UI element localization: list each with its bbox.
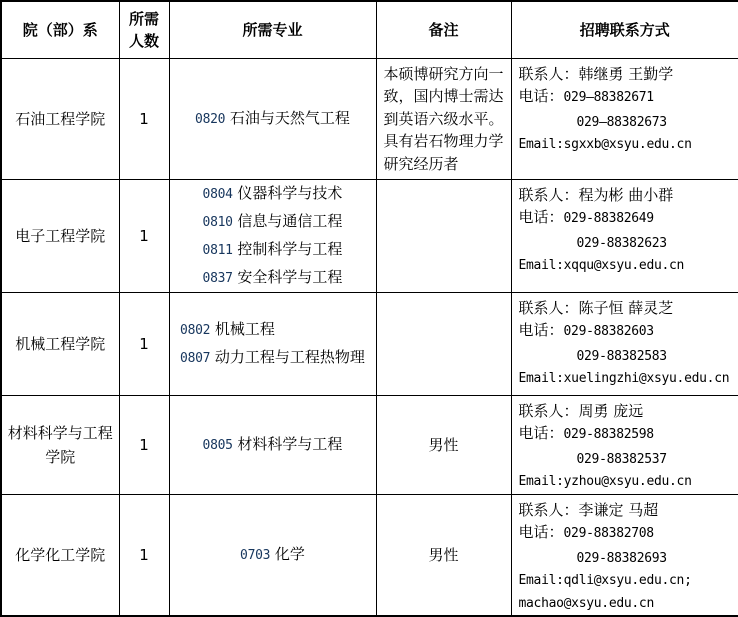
major-line [195,105,350,133]
majors-cell [169,494,376,616]
table-body [1,58,738,616]
remark-cell: 男性 [376,494,511,616]
majors-list [195,105,350,133]
contact-email: Email:qdli@xsyu.edu.cn; [518,573,692,588]
table-header [1,1,738,58]
major-name: 机械工程 [210,319,275,338]
major-line [180,316,365,344]
column-header-department: 院（部）系 [1,1,119,58]
contact-person: 联系人：周勇 庞远 [518,401,644,420]
department-cell: 石油工程学院 [1,58,119,179]
table-row [1,494,738,616]
headcount-cell: 1 [119,292,169,395]
table-row [1,58,738,179]
majors-cell [169,58,376,179]
contact-phone [519,110,736,135]
contact-phone [519,319,736,344]
column-header-remark: 备注 [376,1,511,58]
major-code: 0807 [180,350,211,366]
phone-number: 029—88382671 [563,90,654,105]
major-line [180,344,365,372]
table-row [1,395,738,494]
phone-number: 029-88382623 [576,235,667,251]
contact-email: Email:sgxxb@xsyu.edu.cn [518,137,692,152]
department-cell: 机械工程学院 [1,292,119,395]
major-line [240,541,305,569]
contact-cell [511,58,738,179]
phone-number: 029-88382603 [563,324,654,339]
major-code: 0810 [202,214,233,230]
phone-number: 029-88382583 [576,348,667,364]
contact-cell [511,292,738,395]
major-code: 0804 [202,186,233,202]
major-line [203,208,343,236]
phone-label: 电话： [518,87,564,105]
remark-cell [376,179,511,292]
contact-person: 联系人：李谦定 马超 [518,500,659,519]
majors-list [203,431,343,459]
contact-email: machao@xsyu.edu.cn [518,595,654,611]
headcount-cell: 1 [119,179,169,292]
major-code: 0703 [240,547,271,563]
phone-label: 电话： [518,208,564,226]
remark-cell [376,292,511,395]
phone-number: 029-88382693 [576,550,667,566]
column-header-majors: 所需专业 [169,1,376,58]
contact-phone [519,422,736,447]
table-row [1,292,738,395]
contact-phone [519,521,736,546]
header-row [1,1,738,58]
department-cell: 电子工程学院 [1,179,119,292]
major-code: 0811 [202,242,233,258]
major-line [203,180,343,208]
remark-cell: 男性 [376,395,511,494]
table-row [1,179,738,292]
phone-number: 029-88382537 [576,451,667,467]
phone-number: 029-88382708 [563,526,654,541]
headcount-cell: 1 [119,494,169,616]
remark-cell: 本硕博研究方向一致，国内博士需达到英语六级水平。具有岩石物理力学研究经历者 [376,58,511,179]
contact-cell [511,179,738,292]
major-name: 安全科学与工程 [232,267,343,286]
major-name: 石油与天然气工程 [225,108,350,127]
headcount-cell: 1 [119,395,169,494]
phone-number: 029—88382673 [576,114,667,130]
major-name: 动力工程与工程热物理 [210,347,365,366]
phone-number: 029-88382649 [563,211,654,226]
major-name: 材料科学与工程 [232,434,343,453]
major-line [203,236,343,264]
contact-phone [519,231,736,256]
contact-email: Email:xuelingzhi@xsyu.edu.cn [518,371,730,386]
contact-cell [511,395,738,494]
major-code: 0802 [180,322,211,338]
majors-list [180,316,365,372]
contact-email: Email:xqqu@xsyu.edu.cn [518,258,685,273]
headcount-cell: 1 [119,58,169,179]
contact-phone [519,85,736,110]
contact-person: 联系人：程为彬 曲小群 [518,185,674,204]
contact-person: 联系人：陈子恒 薛灵芝 [518,298,674,317]
majors-list [240,541,305,569]
major-code: 0837 [202,270,233,286]
contact-phone [519,447,736,472]
department-cell: 材料科学与工程学院 [1,395,119,494]
contact-phone [519,546,736,571]
majors-cell [169,179,376,292]
majors-cell [169,395,376,494]
column-header-headcount: 所需人数 [119,1,169,58]
major-line [203,431,343,459]
contact-phone [519,206,736,231]
major-name: 控制科学与工程 [232,239,343,258]
contact-person: 联系人：韩继勇 王勤学 [518,64,674,83]
phone-label: 电话： [518,321,564,339]
column-header-contact: 招聘联系方式 [511,1,738,58]
major-name: 信息与通信工程 [232,211,343,230]
phone-number: 029-88382598 [563,427,654,442]
major-name: 仪器科学与技术 [232,183,343,202]
department-cell: 化学化工学院 [1,494,119,616]
major-code: 0805 [202,437,233,453]
phone-label: 电话： [518,424,564,442]
major-line [203,264,343,292]
major-code: 0820 [195,111,226,127]
major-name: 化学 [270,544,305,563]
majors-list [203,180,343,292]
majors-cell [169,292,376,395]
contact-phone [519,344,736,369]
contact-email: Email:yzhou@xsyu.edu.cn [518,474,692,489]
contact-cell [511,494,738,616]
phone-label: 电话： [518,523,564,541]
